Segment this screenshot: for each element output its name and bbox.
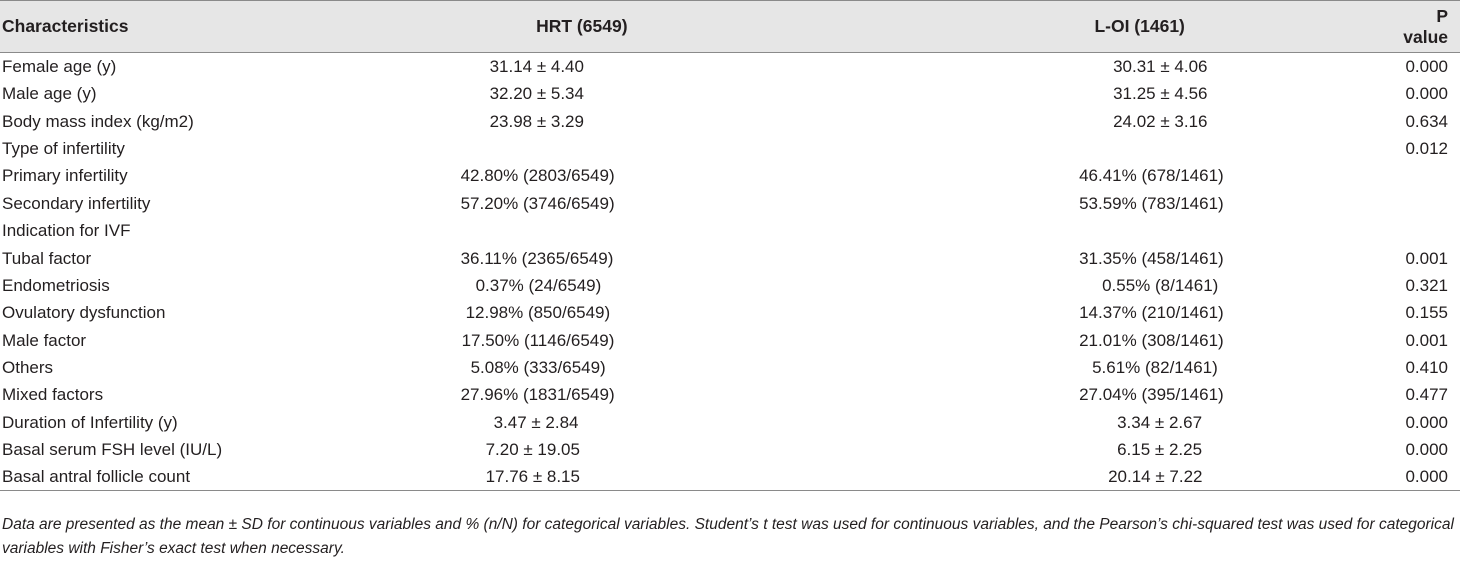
- loi-value: 46.41% (678/1461): [1079, 166, 1224, 186]
- p-value: 0.634: [1405, 111, 1448, 131]
- p-value: 0.000: [1403, 463, 1460, 491]
- hrt-value: 31.14 ± 4.40: [489, 57, 584, 76]
- loi-value: 20.14 ± 7.22: [876, 463, 1403, 491]
- p-value: 0.012: [1405, 138, 1448, 158]
- table-row: [0, 409, 1460, 436]
- header-hrt: HRT (6549): [288, 1, 877, 53]
- loi-value: 3.34 ± 2.67: [1117, 412, 1203, 432]
- loi-value: 24.02 ± 3.16: [1113, 111, 1208, 131]
- header-characteristics: Characteristics: [0, 1, 288, 53]
- hrt-value: [288, 217, 877, 244]
- loi-value: 5.61% (82/1461): [1092, 358, 1218, 378]
- loi-value: 27.04% (395/1461): [1079, 385, 1224, 405]
- row-label: Female age (y): [2, 57, 117, 76]
- table-row: [0, 135, 1460, 162]
- loi-value: 14.37% (210/1461): [1079, 303, 1224, 323]
- table-row: [0, 217, 1460, 244]
- table-row: [0, 244, 1460, 271]
- table-row: [0, 272, 1460, 299]
- hrt-value: [288, 135, 877, 162]
- hrt-value: 32.20 ± 5.34: [489, 84, 584, 104]
- hrt-value: 27.96% (1831/6549): [460, 385, 615, 405]
- table-row: [0, 190, 1460, 217]
- table-row: [0, 162, 1460, 189]
- loi-value: 30.31 ± 4.06: [1113, 57, 1208, 76]
- p-value: [1403, 217, 1460, 244]
- table-row: [0, 327, 1460, 354]
- header-loi: L-OI (1461): [876, 1, 1403, 53]
- table-row: [0, 107, 1460, 134]
- p-value: 0.410: [1405, 358, 1448, 378]
- hrt-value: 57.20% (3746/6549): [460, 193, 615, 213]
- loi-value: 0.55% (8/1461): [1102, 275, 1219, 295]
- hrt-value: 7.20 ± 19.05: [485, 440, 580, 460]
- row-label: Duration of Infertility (y): [2, 412, 178, 432]
- row-label: Primary infertility: [2, 166, 128, 186]
- table-row: [0, 80, 1460, 107]
- table-row: [0, 381, 1460, 408]
- loi-value: 53.59% (783/1461): [1079, 193, 1224, 213]
- p-value: 0.001: [1405, 330, 1448, 350]
- table-row: [0, 436, 1460, 463]
- row-label: Basal antral follicle count: [0, 463, 288, 491]
- p-value: [1403, 190, 1460, 217]
- row-label: Ovulatory dysfunction: [2, 303, 166, 323]
- hrt-value: 3.47 ± 2.84: [493, 412, 579, 432]
- row-label: Others: [2, 358, 54, 378]
- p-value: 0.321: [1405, 275, 1448, 295]
- row-label: Basal serum FSH level (IU/L): [2, 440, 223, 460]
- loi-value: 31.35% (458/1461): [1079, 248, 1224, 268]
- p-value: 0.000: [1405, 412, 1448, 432]
- table-row: [0, 299, 1460, 326]
- row-label: Type of infertility: [2, 138, 125, 158]
- hrt-value: 5.08% (333/6549): [470, 358, 606, 378]
- header-p-value: P value: [1403, 1, 1460, 53]
- hrt-value: 23.98 ± 3.29: [489, 111, 584, 131]
- p-value: 0.155: [1405, 303, 1448, 323]
- hrt-value: 42.80% (2803/6549): [460, 166, 615, 186]
- p-value: 0.000: [1405, 440, 1448, 460]
- hrt-value: 0.37% (24/6549): [475, 275, 602, 295]
- table-body: [0, 53, 1460, 491]
- hrt-value: 36.11% (2365/6549): [460, 248, 614, 268]
- row-label: Mixed factors: [2, 385, 104, 405]
- p-value: [1403, 162, 1460, 189]
- row-label: Body mass index (kg/m2): [2, 111, 194, 131]
- table-footnote: Data are presented as the mean ± SD for continuous variables and % (n/N) for categorical variables. Student’s t test was used for continuous variables, and the Pearson’s chi-squared test was used for categorical variables with Fisher’s exact test when necessary.: [2, 516, 1454, 557]
- header-row: [0, 1, 1460, 53]
- table-row: [0, 354, 1460, 381]
- p-value: 0.000: [1405, 57, 1448, 76]
- loi-value: 21.01% (308/1461): [1079, 330, 1224, 350]
- row-label: Endometriosis: [2, 275, 110, 295]
- row-label: Secondary infertility: [2, 193, 151, 213]
- row-label: Male factor: [2, 330, 87, 350]
- table-row: [0, 53, 1460, 81]
- loi-value: [876, 217, 1403, 244]
- loi-value: 6.15 ± 2.25: [1117, 440, 1203, 460]
- p-value: 0.001: [1405, 248, 1448, 268]
- p-value: 0.000: [1405, 84, 1448, 104]
- p-value: 0.477: [1405, 385, 1448, 405]
- loi-value: [876, 135, 1403, 162]
- table-row: [0, 463, 1460, 491]
- hrt-value: 17.76 ± 8.15: [288, 463, 877, 491]
- hrt-value: 12.98% (850/6549): [465, 303, 611, 323]
- row-label: Tubal factor: [2, 248, 92, 268]
- row-label: Indication for IVF: [2, 221, 131, 241]
- loi-value: 31.25 ± 4.56: [1113, 84, 1208, 104]
- hrt-value: 17.50% (1146/6549): [461, 330, 615, 350]
- row-label: Male age (y): [2, 84, 97, 104]
